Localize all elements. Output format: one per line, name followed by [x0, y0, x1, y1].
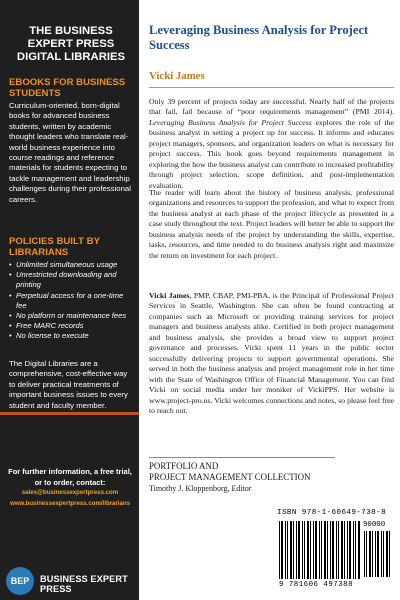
contact-block — [4, 467, 136, 509]
barcode-bar — [293, 521, 294, 579]
price-code: 90000 — [363, 521, 386, 529]
barcode-bar — [310, 521, 311, 579]
series-editor: Timothy J. Kloppenborg, Editor — [149, 484, 252, 493]
barcode-bar — [313, 521, 314, 579]
barcode-bar — [355, 521, 356, 579]
barcode-bar — [319, 521, 320, 579]
policy-item: • No license to execute — [9, 331, 135, 341]
barcode-bar — [307, 521, 309, 579]
sidebar-heading: THE BUSINESS EXPERT PRESS DIGITAL LIBRARIES — [16, 25, 126, 64]
policies-list — [9, 260, 135, 342]
barcode-bar — [381, 531, 382, 577]
contact-email[interactable]: sales@businessexpertpress.com — [21, 489, 119, 497]
policy-item: • Unlimited simultaneous usage — [9, 260, 135, 270]
description-paragraph-1 — [149, 97, 394, 191]
library-sidebar — [0, 0, 139, 600]
bio-text: , PMP, CBAP, PMI-PBA, is the Principal of Professional Project Services in Seattle, Washington. She can often be found contracting at companies such as Microsoft or providing training services for project managers and business analysts alike. Certified in both project management and business analysis, she provides a broad view to support project governance and processes. Vicki spent 11 years in the public sector successfully delivering projects to support governmental operations. She served in both the business analysis and project management role in her time with the State of Washington Office of Financial Management. You can find Vicki on social media under her moniker of VickiPPS. Her website is www.project-pro.us. Vicki welcomes connections and notes, so please feel free to reach out. — [149, 291, 394, 415]
barcode-bar — [369, 531, 371, 577]
ebooks-section-title: EBOOKS FOR BUSINESS STUDENTS — [9, 77, 126, 100]
barcode-bar — [304, 521, 305, 579]
contact-url[interactable]: www.businessexpertpress.com/librarians — [9, 499, 130, 507]
publisher-name: BUSINESS EXPERT PRESS — [40, 574, 128, 594]
ebooks-section-text: Curriculum-oriented, born-digital books for advanced business students, written by academic thought leaders who translate real-world business experience into course readings and reference materials for students expecting to tackle management and leadership challenges during their professional careers. — [9, 101, 131, 204]
barcode-bar — [377, 531, 379, 577]
barcode-bar — [332, 521, 334, 579]
isbn-barcode — [277, 509, 397, 595]
barcode-bar — [321, 521, 322, 579]
title-rule — [149, 87, 394, 88]
ean-barcode-image — [277, 521, 361, 581]
bep-logo — [6, 567, 34, 595]
barcode-bar — [324, 521, 326, 579]
barcode-bar — [338, 521, 339, 579]
contact-text: For further information, a free trial, or to order, contact: — [8, 467, 132, 487]
policies-section-title: POLICIES BUILT BY LIBRARIANS — [9, 236, 100, 259]
barcode-bar — [358, 521, 360, 579]
book-author: Vicki James — [149, 70, 205, 82]
barcode-bar — [330, 521, 331, 579]
barcode-bar — [383, 531, 384, 577]
barcode-bar — [281, 521, 283, 579]
policy-item: • Unrestricted downloading and printing — [9, 270, 135, 290]
barcode-bar — [290, 521, 292, 579]
desc-book-title: Leveraging Business Analysis for Project Success — [149, 117, 312, 127]
barcode-bar — [372, 531, 373, 577]
barcode-bar — [285, 521, 286, 579]
policy-item: • Perpetual access for a one-time fee — [9, 291, 135, 311]
series-rule — [149, 457, 335, 458]
policy-item: • Free MARC records — [9, 321, 135, 331]
barcode-bar — [287, 521, 288, 579]
price-barcode-image — [363, 531, 393, 577]
series-name — [149, 461, 310, 482]
barcode-bar — [279, 521, 280, 579]
bio-name: Vicki James — [149, 291, 190, 300]
barcode-bar — [375, 531, 376, 577]
barcode-bar — [347, 521, 348, 579]
barcode-bar — [296, 521, 297, 579]
barcode-bar — [344, 521, 345, 579]
series-line: PROJECT MANAGEMENT COLLECTION — [149, 471, 311, 482]
barcode-bar — [349, 521, 351, 579]
book-title: Leveraging Business Analysis for Project Success — [149, 23, 369, 52]
barcode-bar — [315, 521, 317, 579]
barcode-bar — [327, 521, 328, 579]
barcode-bar — [366, 531, 367, 577]
isbn-number: ISBN 978-1-60649-738-8 — [277, 509, 387, 517]
sidebar-divider — [0, 412, 139, 415]
barcode-bar — [336, 521, 337, 579]
barcode-bar — [386, 531, 388, 577]
barcode-bar — [389, 531, 390, 577]
barcode-digits: 9 781606 497388 — [279, 581, 354, 589]
barcode-bar — [341, 521, 343, 579]
desc-text: Only 39 percent of projects today are successful. Nearly half of the projects that fail, fail because of “poor requirements management” (PMI 2014). — [149, 97, 394, 117]
barcode-bar — [302, 521, 303, 579]
barcode-bar — [298, 521, 300, 579]
series-line: PORTFOLIO AND — [149, 461, 219, 471]
policy-item: • No platform or maintenance fees — [9, 311, 135, 321]
desc-text: explores the role of the business analyst in setting a project up for success. It informs and educates project managers, sponsors, and organization leaders on what is necessary for project success. This book goes beyond requirements management in exploring the how the business analyst can contribute to increased profitability through project selection, scope definition, and post-implementation evaluation. — [149, 117, 395, 190]
description-paragraph-2: The reader will learn about the history of business analysis, professional organizations and resources to support the profession, and what to expect from the business analyst at each phase of the project lifecycle as presented in a case study throughout the text. Project leaders will better be able to support the business analysis needs of the project by understanding the skills, expertise, tasks, resources, and time needed to do business analysis right and maximize the return on investment for each project. — [149, 188, 394, 260]
logo-text: BEP — [10, 576, 30, 586]
author-bio — [149, 291, 394, 416]
barcode-bar — [353, 521, 354, 579]
barcode-bar — [364, 531, 365, 577]
closing-text: The Digital Libraries are a comprehensive, cost-effective way to deliver practical treatments of important business issues to every student and faculty member. — [9, 359, 128, 410]
